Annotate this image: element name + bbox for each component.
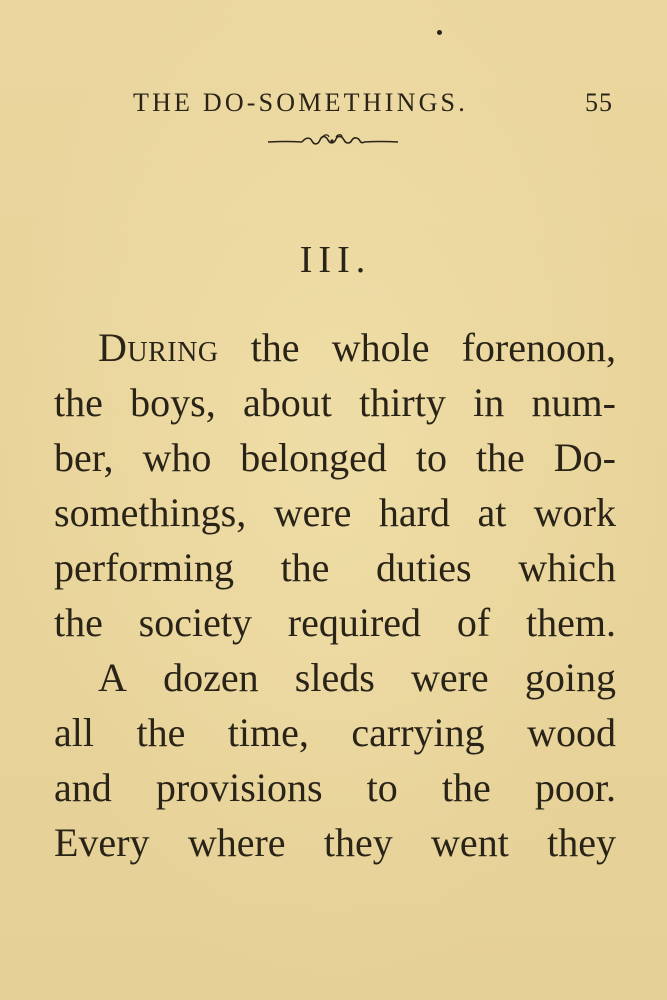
word: who	[142, 435, 212, 480]
word: the	[250, 325, 300, 370]
word: whole	[331, 325, 430, 370]
word: went	[431, 820, 509, 865]
word: poor.	[534, 765, 616, 810]
word: belonged	[240, 435, 387, 480]
drop-word: During	[98, 325, 219, 370]
word: time,	[227, 710, 309, 755]
word: A	[98, 655, 127, 700]
word: somethings,	[54, 490, 247, 535]
word: all	[54, 710, 94, 755]
word: carrying	[351, 710, 485, 755]
word: forenoon,	[461, 325, 616, 370]
word: of	[456, 600, 491, 645]
word: to	[366, 765, 398, 810]
word: going	[524, 655, 616, 700]
word: wood	[527, 710, 616, 755]
word: the	[136, 710, 186, 755]
word: about	[243, 380, 332, 425]
word: the	[54, 380, 103, 425]
ornament-divider-icon	[266, 132, 400, 150]
text-line	[54, 320, 616, 375]
word: to	[415, 435, 447, 480]
word: Do-	[553, 435, 616, 480]
word: them.	[525, 600, 616, 645]
word: in	[473, 380, 505, 425]
word: society	[138, 600, 252, 645]
word: hard	[378, 490, 450, 535]
text-line	[54, 815, 616, 870]
word: provisions	[155, 765, 323, 810]
page-number: 55	[585, 88, 613, 117]
word: the	[475, 435, 525, 480]
word: they	[323, 820, 393, 865]
word: work	[533, 490, 616, 535]
text-line	[54, 595, 616, 650]
word: which	[518, 545, 616, 590]
word: where	[187, 820, 286, 865]
word: required	[287, 600, 422, 645]
running-title: THE DO-SOMETHINGS.	[133, 88, 468, 117]
text-line	[54, 375, 616, 430]
text-line	[54, 650, 616, 705]
word: were	[273, 490, 352, 535]
word: thirty	[359, 380, 446, 425]
word: at	[477, 490, 507, 535]
body-text	[54, 320, 616, 870]
word: the	[54, 600, 103, 645]
word: performing	[54, 545, 234, 590]
text-line	[54, 540, 616, 595]
text-line	[54, 430, 616, 485]
word: they	[547, 820, 616, 865]
chapter-heading: III.	[299, 239, 372, 281]
word: and	[54, 765, 112, 810]
ink-speck	[437, 30, 442, 35]
text-line	[54, 485, 616, 540]
word: sleds	[294, 655, 375, 700]
text-line	[54, 760, 616, 815]
word: ber,	[54, 435, 114, 480]
word: Every	[54, 820, 150, 865]
word: were	[410, 655, 489, 700]
word: the	[280, 545, 330, 590]
word: boys,	[130, 380, 216, 425]
word: num-	[531, 380, 616, 425]
word: duties	[376, 545, 472, 590]
text-line	[54, 705, 616, 760]
word: the	[441, 765, 491, 810]
word: dozen	[163, 655, 259, 700]
